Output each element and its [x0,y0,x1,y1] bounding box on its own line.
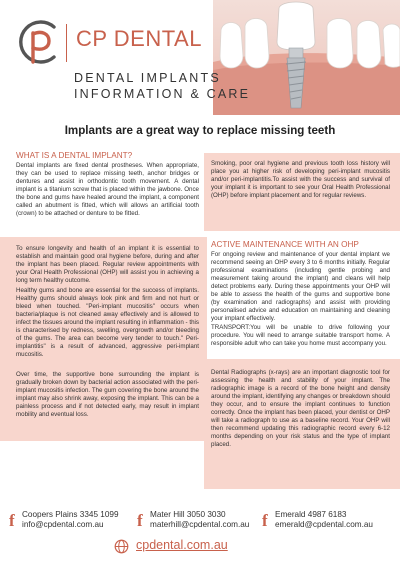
right-paragraph-1: Smoking, poor oral hygiene and previous tooth loss history will place you at higher risk of developing peri-implant mucositis and/or peri-implantitis.To assist with the success and survival of your implant it is important to see your Oral Health Professional (OHP) before implant placement and for regular reviews. [211,160,390,200]
header [0,0,400,115]
location-phone-mater-hill: Mater Hill 3050 3030 [150,510,226,519]
cp-logo-icon [16,18,64,66]
website-link[interactable]: cpdental.com.au [136,538,228,552]
location-phone-emerald: Emerald 4987 6183 [275,510,347,519]
location-email-emerald[interactable]: emerald@cpdental.com.au [275,520,373,529]
right-paragraph-4: Dental Radiographs (x-rays) are an important diagnostic tool for assessing the health and stability of your implant. The radiographic image is a record of the bone height and density around the implant, identifying any changes or breakdown should they occur, and to ensure the implant continues to function correctly. Once the implant has been placed, your dentist or OHP will take a radiograph to use as a baseline record. Your OHP will then recommend updating this radiographic record every 6-12 months depending on your risk status and the type of implant placed. [211,369,390,449]
right-paragraph-3: TRANSPORT:You will be unable to drive following your procedure. You will need to arrange suitable transport home. A responsible adult who can take you home must accompany you. [211,324,390,348]
globe-icon [114,539,129,554]
section-heading-what-is-implant: WHAT IS A DENTAL IMPLANT? [16,151,133,160]
facebook-icon[interactable]: f [262,511,268,530]
right-paragraph-2: For ongoing review and maintenance of your dental implant we recommend seeing an OHP every 3 to 6 months initially. Regular professional examinations (including gentle probing and measurement taking around the implant) and cleans will help detect problems early. During these appointments your OHP will be able to assess the health of the gums and supportive bone (by examination and radiographs) and assist with providing personalised advice and education on maintaining and cleaning your implant effectively. [211,251,390,323]
subtitle-line-1: DENTAL IMPLANTS [74,71,221,85]
left-paragraph-2: To ensure longevity and health of an implant it is essential to establish and maintain good oral hygiene before, during and after the implant has been placed. Regular review appointments with your Oral Health Professional (OHP) will assist you in achieving a long term healthy outcome. [16,245,199,285]
left-paragraph-4: Over time, the supportive bone surrounding the implant is gradually broken down by bacterial action associated with the peri-implant mucositis infection. The gum covering the bone around the implant may also shrink away, exposing the implant. This can be a painless process and if not detected early, may result in implant mobility and eventual loss. [16,371,199,419]
location-phone-coopers-plains: Coopers Plains 3345 1099 [22,510,119,519]
headline: Implants are a great way to replace missing teeth [64,124,336,137]
facebook-icon[interactable]: f [9,511,15,530]
logo-divider [66,24,67,62]
location-email-mater-hill[interactable]: materhill@cpdental.com.au [150,520,250,529]
subtitle-line-2: INFORMATION & CARE [74,87,251,101]
brand-name: CP DENTAL [76,26,202,51]
facebook-icon[interactable]: f [137,511,143,530]
left-paragraph-3: Healthy gums and bone are essential for the success of implants. Healthy gums should always look pink and firm and not hurt or bleed when touched. "Peri-implant mucositis" occurs when bacteria/plaque is not cleaned away effectively and is allowed to infect the tissues around the implant resulting in inflammation - this is characterised by redness, swelling, overgrowth and/or bleeding of the gums. The area can become very tender to touch." Peri-implantitis" is a result of advanced, aggressive peri-implant mucositis. [16,287,199,359]
location-email-coopers-plains[interactable]: info@cpdental.com.au [22,520,104,529]
left-paragraph-1: Dental implants are fixed dental prostheses. When appropriate, they can be used to replace missing teeth, anchor bridges or dentures and assist in orthodontic tooth movement. A dental implant is a titanium screw that is placed within the jawbone. Once the bone and gums have healed around the implant, a component called an abutment is fitted, which will allows an artificial tooth (crown) to be attached or denture to be fitted. [16,162,199,218]
section-heading-active-maintenance: ACTIVE MAINTENANCE WITH AN OHP [211,240,359,249]
